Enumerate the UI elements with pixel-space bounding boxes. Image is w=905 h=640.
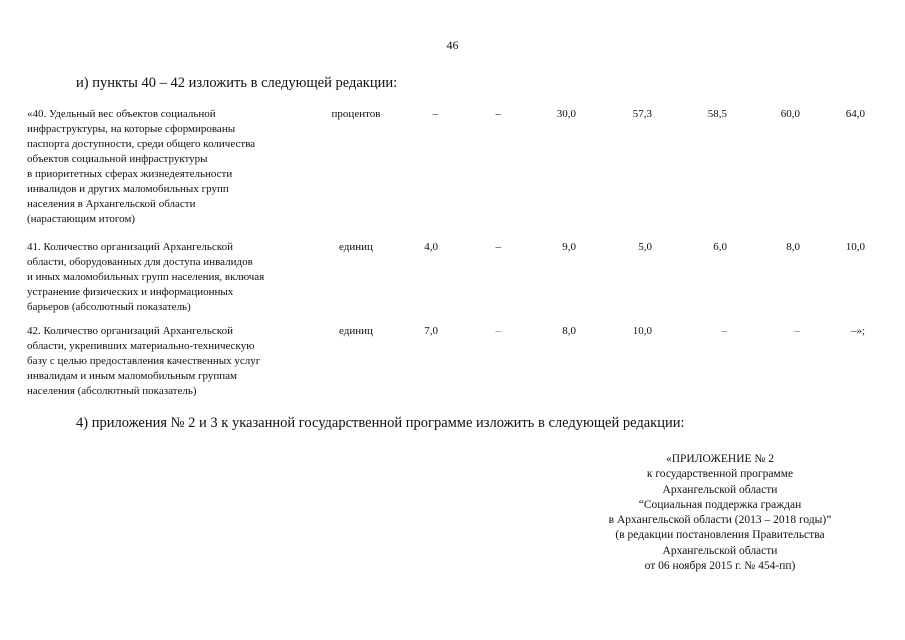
indicator-value: – bbox=[721, 325, 727, 337]
indicator-value: 6,0 bbox=[713, 241, 727, 253]
amendment-paragraph-4: 4) приложения № 2 и 3 к указанной государственной программе изложить в следующей редакции: bbox=[76, 415, 685, 431]
indicator-unit: единиц bbox=[339, 241, 373, 253]
indicator-value: 8,0 bbox=[562, 325, 576, 337]
indicator-name: «40. Удельный вес объектов социальной инфраструктуры, на которые сформированы паспорта доступности, среди общего количества объектов социальной инфраструктуры в приоритетных сферах жизнедеятельности инвалидов и других маломобильных групп населения в Архангельской области (нарастающим итогом) bbox=[27, 108, 256, 225]
indicator-row-41 bbox=[0, 240, 905, 324]
indicator-row-40 bbox=[0, 107, 905, 240]
indicator-value: –»; bbox=[850, 325, 865, 337]
page-number: 46 bbox=[446, 38, 459, 52]
appendix-line: к государственной программе bbox=[646, 468, 794, 481]
indicator-row-42 bbox=[0, 324, 905, 404]
appendix-line: в Архангельской области (2013 – 2018 годы)” bbox=[608, 514, 832, 527]
appendix-line: Архангельской области bbox=[662, 544, 778, 557]
indicator-name: 42. Количество организаций Архангельской области, укрепивших материально-техническую базу с целью предоставления качественных услуг инвалидам и иным маломобильным группам населения (абсолютный показатель) bbox=[27, 325, 261, 397]
indicator-value: 10,0 bbox=[632, 325, 652, 337]
indicator-value: – bbox=[794, 325, 800, 337]
indicator-name: 41. Количество организаций Архангельской области, оборудованных для доступа инвалидов и иных маломобильных групп населения, включая устранение физических и информационных барьеров (абсолютный показатель) bbox=[27, 241, 265, 313]
indicator-value: – bbox=[495, 241, 501, 253]
appendix-header bbox=[560, 452, 880, 574]
appendix-line: от 06 ноября 2015 г. № 454-пп) bbox=[644, 560, 796, 573]
indicator-value: – bbox=[495, 325, 501, 337]
indicator-value: – bbox=[495, 108, 501, 120]
amendment-paragraph-i: и) пункты 40 – 42 изложить в следующей редакции: bbox=[76, 75, 398, 91]
appendix-line: “Социальная поддержка граждан bbox=[638, 498, 802, 511]
indicator-value: 30,0 bbox=[556, 108, 576, 120]
indicator-value: – bbox=[432, 108, 438, 120]
indicators-table bbox=[0, 107, 905, 404]
indicator-value: 60,0 bbox=[780, 108, 800, 120]
indicator-value: 7,0 bbox=[424, 325, 438, 337]
appendix-title: «ПРИЛОЖЕНИЕ № 2 bbox=[665, 453, 774, 465]
indicator-unit: единиц bbox=[339, 325, 373, 337]
indicator-value: 10,0 bbox=[845, 241, 865, 253]
indicator-value: 8,0 bbox=[786, 241, 800, 253]
appendix-line: Архангельской области bbox=[662, 483, 778, 496]
indicator-unit: процентов bbox=[331, 108, 381, 120]
indicator-value: 57,3 bbox=[632, 108, 652, 120]
indicator-value: 58,5 bbox=[707, 108, 727, 120]
indicator-value: 9,0 bbox=[562, 241, 576, 253]
indicator-value: 64,0 bbox=[845, 108, 865, 120]
indicator-value: 4,0 bbox=[424, 241, 438, 253]
appendix-line: (в редакции постановления Правительства bbox=[615, 529, 825, 542]
indicator-value: 5,0 bbox=[638, 241, 652, 253]
